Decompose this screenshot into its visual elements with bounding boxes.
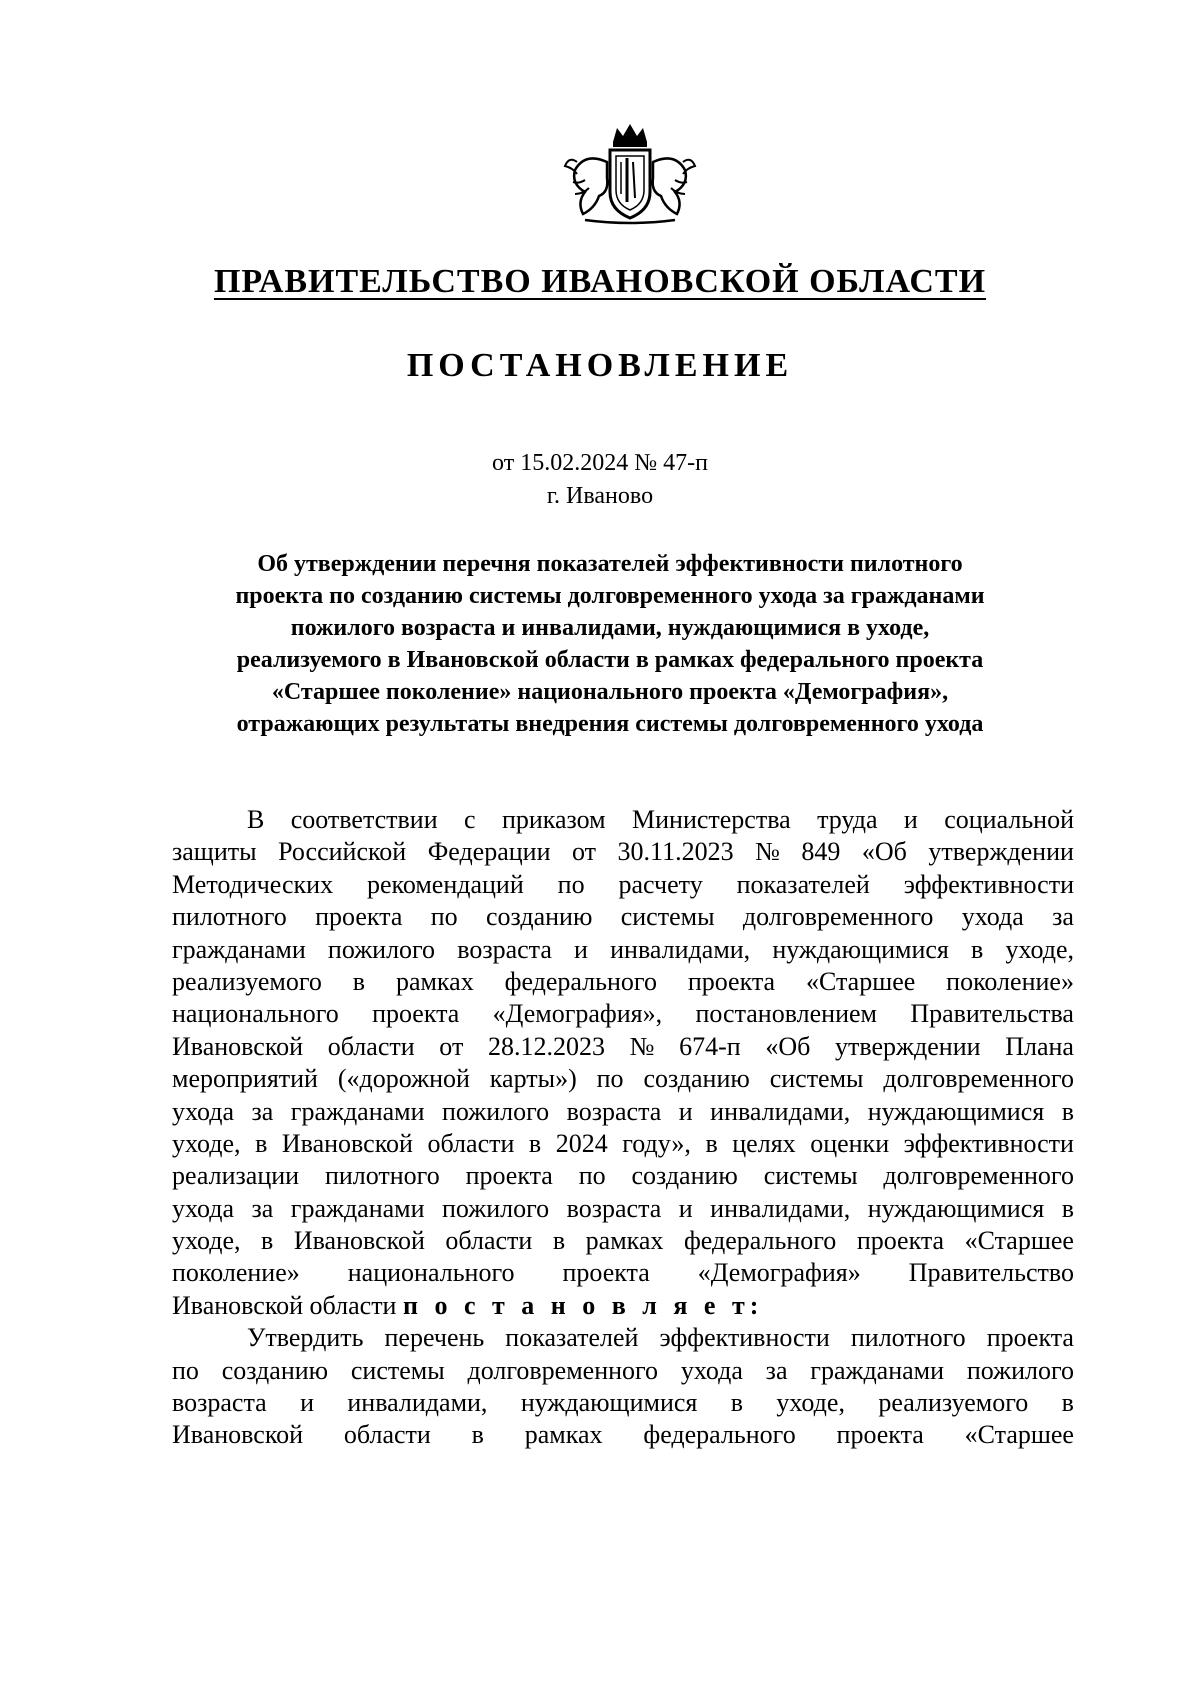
body-word: эффективности — [659, 1323, 830, 1353]
body-word: № — [755, 837, 780, 867]
body-word: от — [439, 1031, 464, 1061]
body-word: 849 — [801, 837, 841, 867]
body-word: и — [678, 1193, 693, 1223]
body-word: созданию — [221, 1355, 329, 1385]
body-word: «Старшее — [964, 1420, 1074, 1450]
body-word: мероприятий — [172, 1064, 318, 1094]
body-word: области — [343, 1420, 431, 1450]
body-word: системы — [769, 1064, 864, 1094]
body-word: 2024 — [555, 1128, 608, 1158]
body-word: долговременного — [883, 1161, 1074, 1191]
body-word: по — [557, 869, 585, 899]
document-type: ПОСТАНОВЛЕНИЕ — [406, 347, 794, 384]
body-word: области — [445, 1226, 533, 1256]
body-word: в — [1061, 1388, 1074, 1418]
body-word: в — [730, 1388, 744, 1418]
body-word: рамках — [585, 1226, 664, 1256]
body-word: федерального — [504, 966, 657, 996]
body-line — [172, 836, 1074, 868]
body-word: и — [300, 1388, 314, 1418]
body-word: рамках — [524, 1420, 603, 1450]
body-word: возраста — [566, 1193, 662, 1223]
body-word: Утвердить — [247, 1323, 364, 1353]
body-word: системы — [620, 902, 715, 932]
body-word: в — [705, 1128, 718, 1158]
body-word: возраста — [566, 1096, 662, 1126]
body-word: созданию — [631, 1161, 738, 1191]
body-word: проекта — [687, 966, 776, 996]
body-word: рамках — [395, 966, 474, 996]
body-word: проекта — [986, 1323, 1074, 1353]
body-word: Министерства — [632, 805, 791, 834]
body-word: с — [464, 805, 476, 834]
body-word: показателей — [505, 1323, 639, 1353]
body-word: постановлением — [695, 999, 877, 1029]
document-city: г. Иваново — [546, 483, 654, 509]
body-word: в — [1061, 1096, 1074, 1126]
body-word: реализуемого — [172, 966, 322, 996]
body-word: соответствии — [290, 805, 438, 834]
body-word: по — [578, 1161, 606, 1191]
body-line — [172, 1322, 1074, 1354]
subject-line: отражающих результаты внедрения системы долговременного ухода — [236, 711, 984, 737]
body-word: «Старшее — [805, 966, 916, 996]
body-word: Ивановской — [293, 1226, 425, 1256]
body-word: в — [471, 1420, 484, 1450]
body-word: эффективности — [903, 869, 1074, 899]
body-word: пилотного — [172, 902, 287, 932]
body-word: утверждении — [928, 837, 1074, 867]
body-word: области — [427, 1128, 515, 1158]
body-word: национального — [347, 1258, 515, 1288]
body-word: целях — [732, 1128, 796, 1158]
body-word: нуждающимися — [867, 1193, 1045, 1223]
body-word: Федерации — [427, 837, 551, 867]
body-word: пожилого — [442, 1096, 550, 1126]
body-word: инвалидами, — [347, 1388, 488, 1418]
body-word: по — [596, 1064, 624, 1094]
body-word: («дорожной — [337, 1064, 470, 1094]
body-word: Ивановской — [172, 1031, 304, 1061]
body-word: по — [172, 1355, 199, 1385]
body-word: эффективности — [903, 1128, 1074, 1158]
body-word: уходе, — [1005, 934, 1074, 964]
coat-of-arms-icon — [555, 122, 705, 227]
body-word: Правительства — [910, 999, 1074, 1029]
resolves-word: п о с т а н о в л я е т: — [402, 1290, 764, 1320]
body-word: и — [678, 1096, 693, 1126]
body-word: системы — [763, 1161, 858, 1191]
body-word: утверждении — [835, 1031, 981, 1061]
body-word: 674-п — [679, 1031, 741, 1061]
body-line — [172, 804, 1074, 836]
body-line — [172, 966, 1074, 998]
body-word: по — [430, 902, 458, 932]
body-word: 28.12.2023 — [487, 1031, 605, 1061]
body-word: пилотного — [324, 1161, 440, 1191]
subject-line: «Старшее поколение» национального проекта «Демография», — [271, 679, 949, 705]
body-word: показателей — [736, 869, 870, 899]
organization-title: ПРАВИТЕЛЬСТВО ИВАНОВСКОЙ ОБЛАСТИ — [213, 263, 987, 300]
body-word: созданию — [486, 902, 593, 932]
body-word: гражданами — [172, 934, 306, 964]
body-word: уходе, — [172, 1226, 241, 1256]
body-word: оценки — [810, 1128, 890, 1158]
body-line — [172, 1257, 1074, 1289]
body-word: «Об — [765, 1031, 811, 1061]
body-word: проекта — [465, 1161, 553, 1191]
body-word: пожилого — [442, 1193, 550, 1223]
body-word: в — [552, 1226, 566, 1256]
body-word: расчету — [618, 869, 703, 899]
body-word: федерального — [643, 1420, 796, 1450]
subject-line: пожилого возраста и инвалидами, нуждающимися в уходе, — [290, 615, 930, 641]
body-line — [172, 1355, 1074, 1387]
body-word: «Об — [861, 837, 907, 867]
document-body — [172, 804, 1074, 1452]
body-word: № — [629, 1031, 655, 1061]
body-line — [172, 1387, 1074, 1419]
body-word: Методических — [172, 869, 334, 899]
subject-line: реализуемого в Ивановской области в рамках федерального проекта — [236, 647, 984, 673]
body-word: инвалидами, — [710, 1193, 851, 1223]
body-word: пилотного — [850, 1323, 966, 1353]
body-word: проекта — [372, 999, 460, 1029]
body-word: реализуемого — [878, 1388, 1029, 1418]
body-word: проекта — [315, 902, 403, 932]
body-word: Российской — [278, 837, 407, 867]
body-word: 30.11.2023 — [617, 837, 734, 867]
body-word: созданию — [643, 1064, 750, 1094]
subject-line: Об утверждении перечня показателей эффективности пилотного — [257, 551, 963, 577]
body-line — [172, 1419, 1074, 1451]
body-word: Плана — [1005, 1031, 1074, 1061]
body-word: долговременного — [467, 1355, 659, 1385]
body-word: проекта — [562, 1258, 650, 1288]
document-date-number: от 15.02.2024 № 47-п — [492, 450, 708, 476]
subject-line: проекта по созданию системы долговременного ухода за гражданами — [235, 583, 985, 609]
body-word: в — [528, 1128, 542, 1158]
body-word: в — [971, 934, 984, 964]
body-line — [172, 1096, 1074, 1128]
body-word: гражданами — [290, 1096, 425, 1126]
body-word: году», — [622, 1128, 691, 1158]
body-line — [172, 1290, 1074, 1322]
body-word: уходе, — [172, 1128, 241, 1158]
body-word: возраста — [172, 1388, 267, 1418]
body-word: и — [903, 805, 918, 834]
body-word: пожилого — [966, 1355, 1074, 1385]
body-word: в — [352, 966, 366, 996]
body-word: «Демография» — [697, 1258, 861, 1288]
body-word: в — [1061, 1193, 1074, 1223]
body-word: карты») — [489, 1064, 577, 1094]
body-word: реализации — [172, 1161, 300, 1191]
body-word: Правительство — [908, 1258, 1074, 1288]
body-word: «Демография», — [492, 999, 663, 1029]
body-line — [172, 869, 1074, 901]
body-line — [172, 1225, 1074, 1257]
body-word: защиты — [172, 837, 257, 867]
body-word: возраста — [457, 934, 552, 964]
body-line — [172, 1128, 1074, 1160]
body-line-prefix: Ивановской области — [172, 1290, 397, 1320]
body-word: долговременного — [883, 1064, 1074, 1094]
body-line — [172, 1031, 1074, 1063]
body-word: инвалидами, — [610, 934, 751, 964]
body-word: ухода — [172, 1193, 235, 1223]
body-word: приказом — [501, 805, 606, 834]
body-word: «Старшее — [964, 1226, 1074, 1256]
body-word: за — [251, 1096, 274, 1126]
body-word: поколение» — [946, 966, 1074, 996]
body-word: федерального — [683, 1226, 837, 1256]
body-word: нуждающимися — [772, 934, 949, 964]
body-word: инвалидами, — [710, 1096, 851, 1126]
body-word: пожилого — [327, 934, 436, 964]
body-word: проекта — [836, 1420, 924, 1450]
body-word: рекомендаций — [366, 869, 524, 899]
body-word: за — [251, 1193, 274, 1223]
body-word: В — [247, 805, 265, 834]
body-word: ухода — [961, 902, 1024, 932]
body-word: в — [255, 1128, 268, 1158]
body-line — [172, 998, 1074, 1030]
body-line — [172, 1193, 1074, 1225]
body-word: ухода — [680, 1355, 743, 1385]
body-word: ухода — [172, 1096, 235, 1126]
body-word: поколение» — [172, 1258, 300, 1288]
body-line — [172, 901, 1074, 933]
body-word: за — [765, 1355, 788, 1385]
body-line — [172, 1160, 1074, 1192]
body-word: Ивановской — [172, 1420, 304, 1450]
body-word: в — [261, 1226, 274, 1256]
body-word: долговременного — [742, 902, 934, 932]
body-word: системы — [350, 1355, 445, 1385]
body-word: нуждающимися — [520, 1388, 698, 1418]
body-word: уходе, — [776, 1388, 845, 1418]
body-word: за — [1052, 902, 1074, 932]
body-word: Ивановской — [281, 1128, 413, 1158]
body-word: перечень — [384, 1323, 485, 1353]
body-word: нуждающимися — [867, 1096, 1045, 1126]
body-word: проекта — [856, 1226, 945, 1256]
body-word: труда — [817, 805, 878, 834]
body-word: национального — [172, 999, 339, 1029]
body-word: области — [327, 1031, 415, 1061]
body-line — [172, 934, 1074, 966]
body-word: гражданами — [290, 1193, 425, 1223]
body-word: гражданами — [810, 1355, 945, 1385]
body-word: от — [572, 837, 597, 867]
body-line — [172, 1063, 1074, 1095]
body-word: и — [574, 934, 588, 964]
document-subject — [160, 548, 1060, 740]
body-word: социальной — [944, 805, 1074, 834]
